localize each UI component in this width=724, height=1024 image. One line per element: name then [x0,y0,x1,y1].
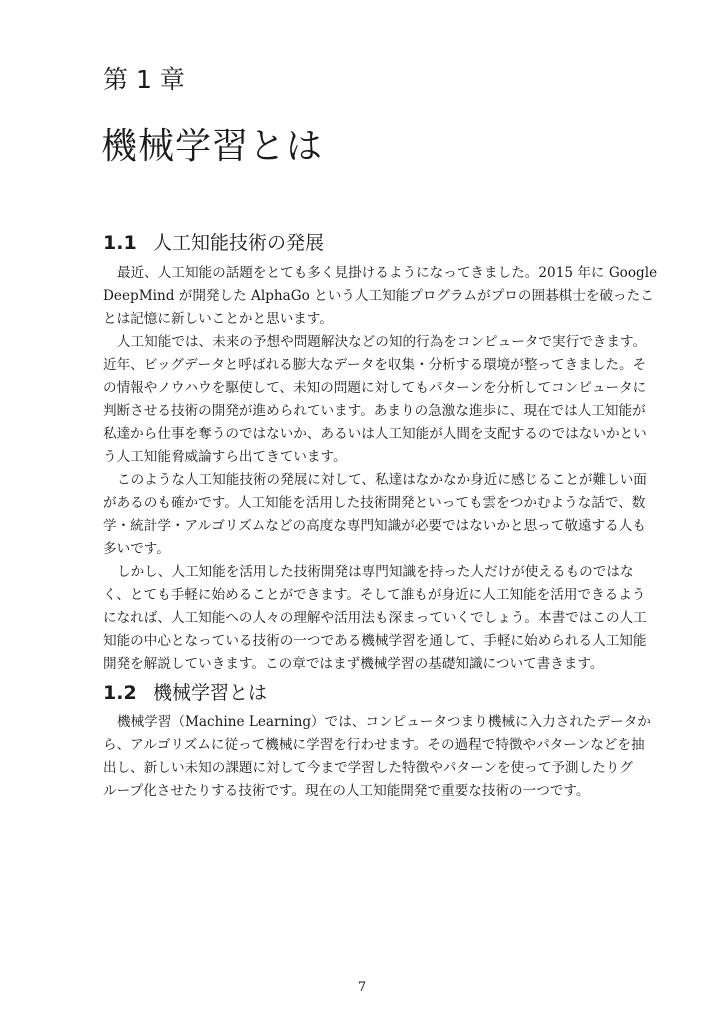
paragraph [103,262,658,331]
text-line: このような人工知能技術の発展に対して、私達はなかなか身近に感じることが難しい面 [117,472,647,488]
text-line: 人工知能では、未来の予想や問題解決などの知的行為をコンピュータで実行できます。 [117,334,647,350]
text-line: 学・統計学・アルゴリズムなどの高度な専門知識が必要ではないかと思って敬遠する人も [103,518,646,534]
text-line: DeepMind が開発した AlphaGo という人工知能プログラムがプロの囲碁棋士を破ったこ [103,288,654,304]
text-line: 最近、人工知能の話題をとても多く見掛けるようになってきました。2015 年に Google [117,265,658,281]
page-number: 7 [357,980,367,995]
chapter-title: 機械学習とは [101,126,324,167]
section-number: 1.1 [103,232,137,254]
section-heading-1-1 [103,228,324,255]
text-line: があるのも確かです。人工知能を活用した技術開発といっても雲をつかむような話で、数 [103,495,646,511]
text-line: しかし、人工知能を活用した技術開発は専門知識を持った人だけが使えるものではな [117,564,634,580]
section-title: 機械学習とは [153,682,268,704]
text-line: の情報やノウハウを駆使して、未知の問題に対してもパターンを分析してコンピュータに [103,380,647,396]
section-number: 1.2 [103,682,137,704]
text-line: う人工知能脅威論すら出てきています。 [103,449,347,465]
section-1-1-body [103,262,658,676]
text-line: 判断させる技術の開発が進められています。あまりの急激な進歩に、現在では人工知能が [103,403,646,419]
section-1-2-body [103,711,651,803]
text-line: 開発を解説していきます。この章ではまず機械学習の基礎知識について書きます。 [103,656,604,672]
text-line: 知能の中心となっている技術の一つである機械学習を通して、手軽に始められる人工知能 [103,633,647,649]
section-heading-1-2 [103,678,267,705]
paragraph [103,711,651,803]
paragraph [103,469,647,561]
text-line: 近年、ビッグデータと呼ばれる膨大なデータを収集・分析する環境が整ってきました。そ [103,357,647,373]
text-line: ループ化させたりする技術です。現在の人工知能開発で重要な技術の一つです。 [103,783,590,799]
text-line: になれば、人工知能への人々の理解や活用法も深まっていくでしょう。本書ではこの人工 [103,610,647,626]
text-line: く、とても手軽に始めることができます。そして誰もが身近に人工知能を活用できるよう [103,587,646,603]
paragraph [103,561,647,676]
text-line: ら、アルゴリズムに従って機械に学習を行わせます。その過程で特徴やパターンなどを抽 [103,737,645,753]
text-line: 出し、新しい未知の課題に対して今まで学習した特徴やパターンを使って予測したりグ [103,760,633,776]
text-line: とは記憶に新しいことかと思います。 [103,311,334,327]
chapter-label: 第 1 章 [103,65,185,94]
text-line: 機械学習（Machine Learning）では、コンピュータつまり機械に入力されたデータか [117,714,651,730]
section-title: 人工知能技術の発展 [153,232,325,254]
text-line: 私達から仕事を奪うのではないか、あるいは人工知能が人間を支配するのではないかとい [103,426,647,442]
paragraph [103,331,647,469]
text-line: 多いです。 [103,541,170,557]
